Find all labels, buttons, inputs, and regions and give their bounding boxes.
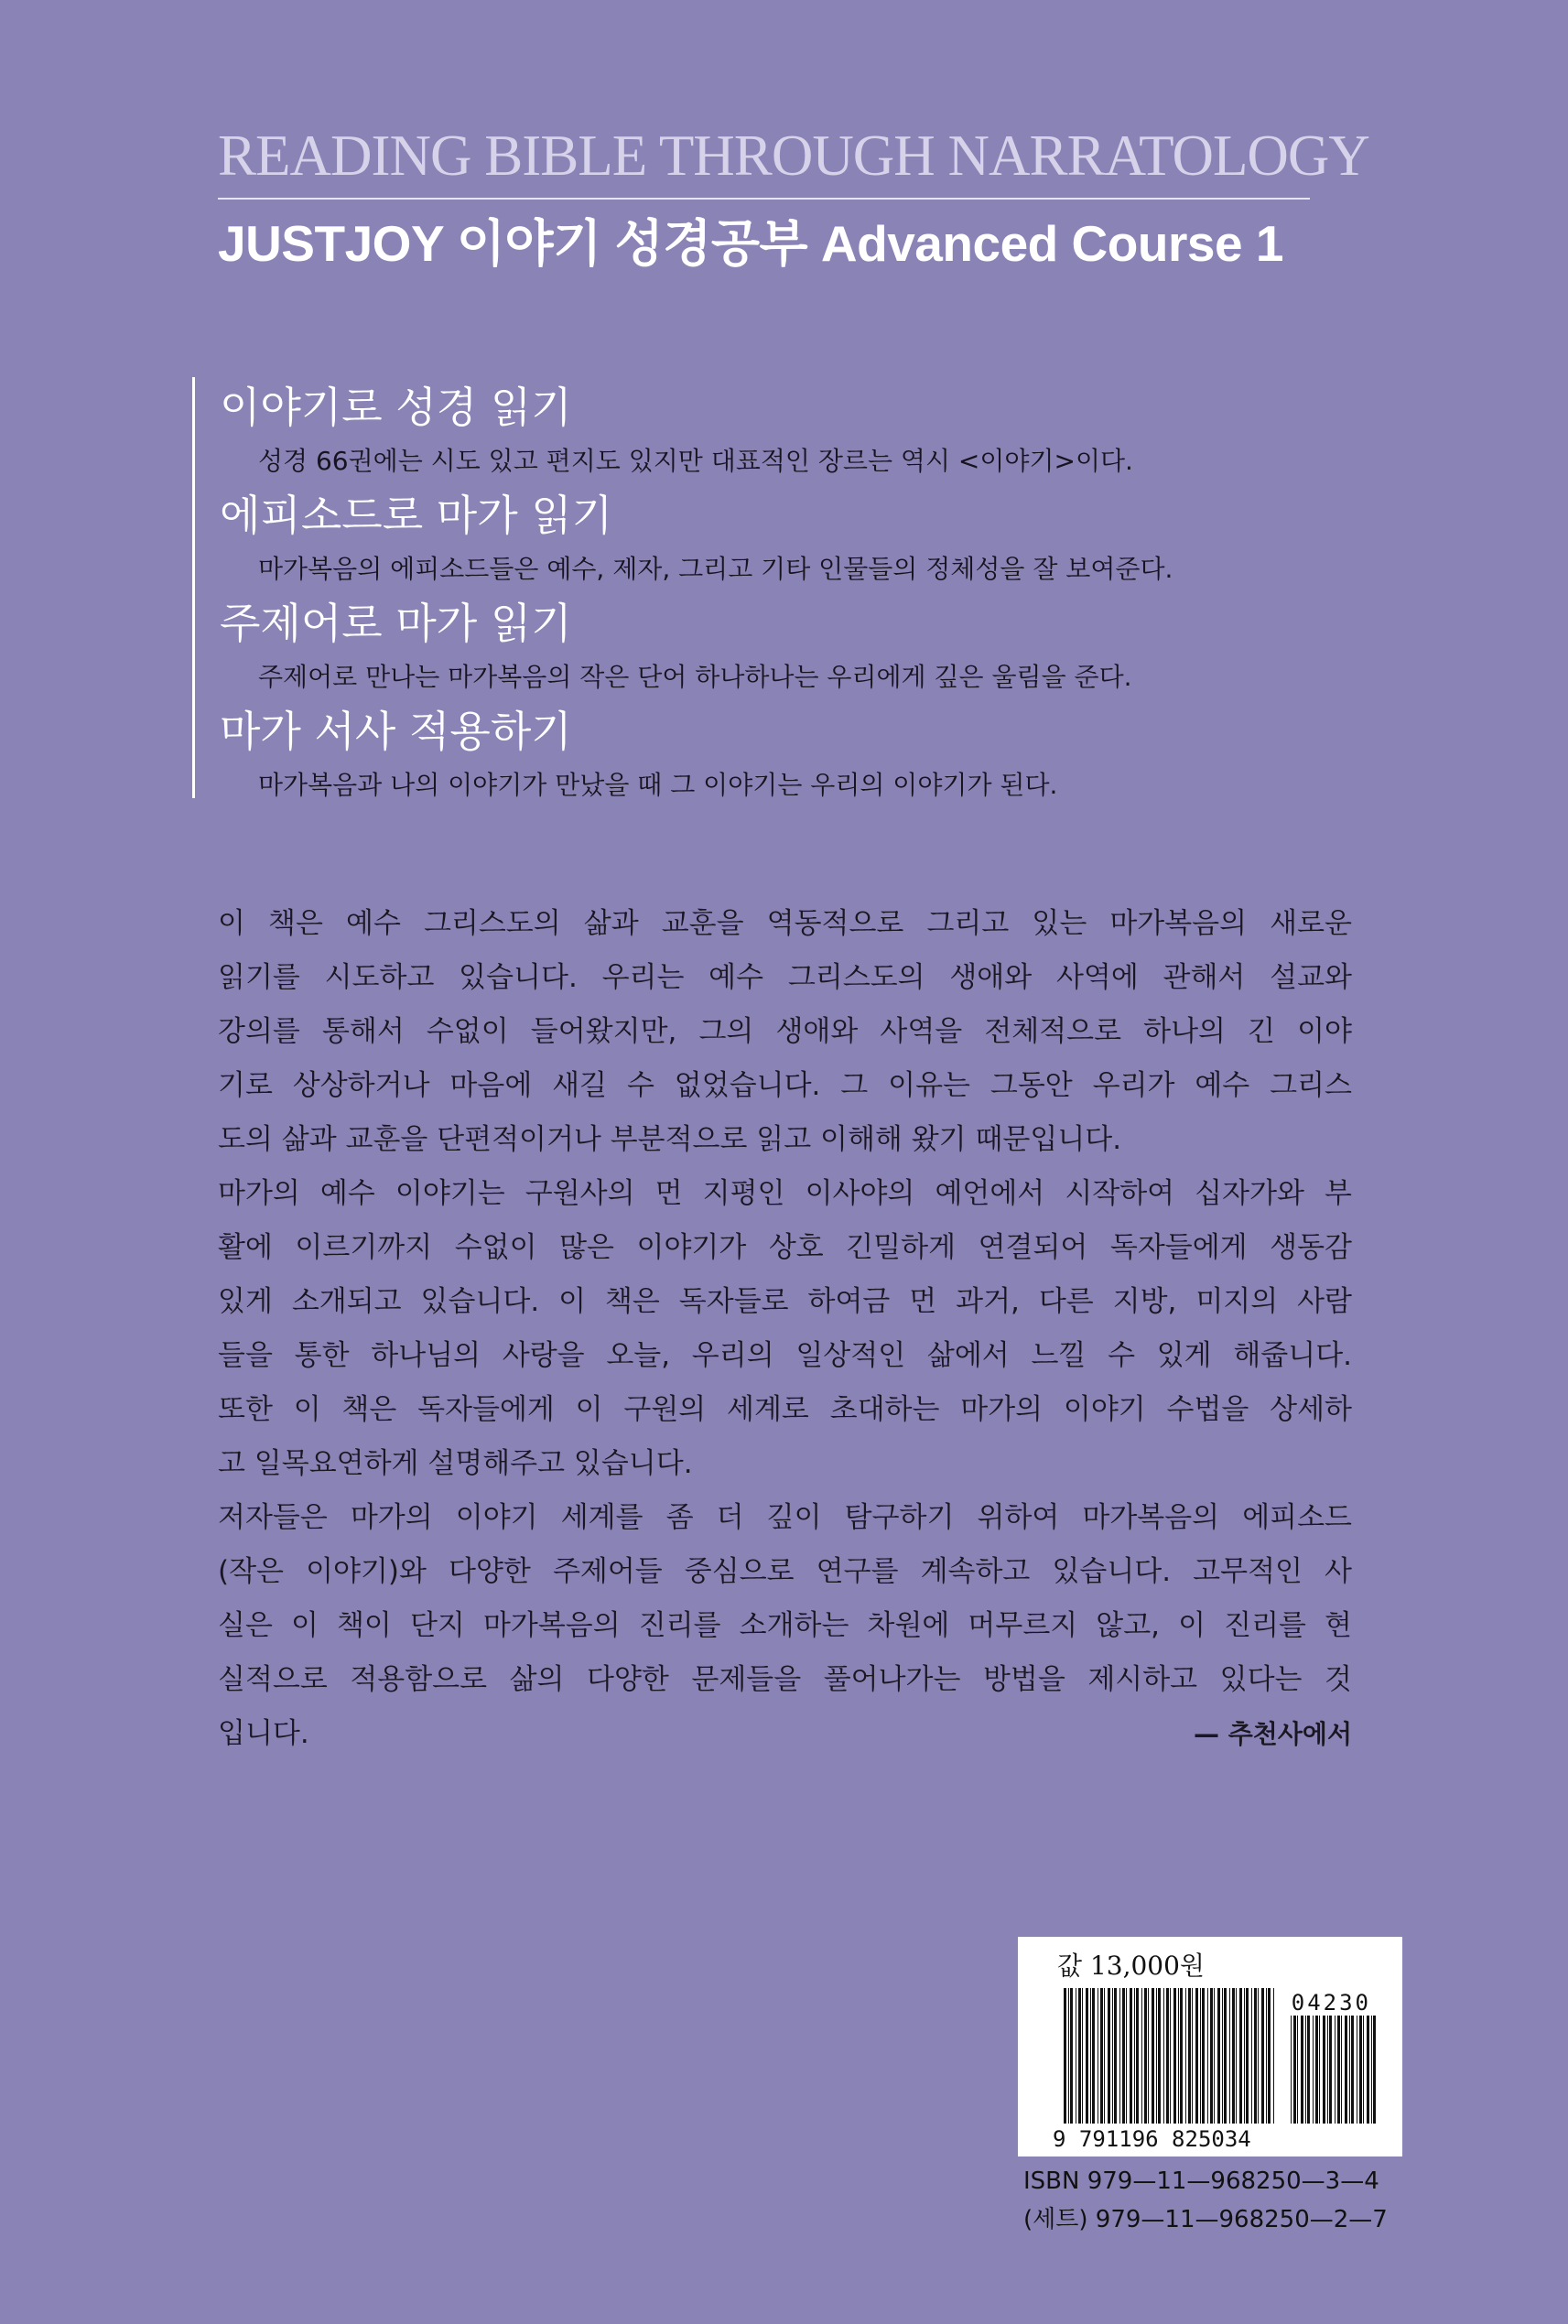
text-line-with-signature [218,1707,1352,1761]
barcode-bar [1335,2016,1336,2124]
barcode-bar [1178,1988,1179,2124]
barcode-bar [1068,1988,1069,2124]
barcode-icon [1051,1988,1380,2151]
barcode-bar [1156,1988,1157,2124]
text-line: 강의를 통해서 수없이 들어왔지만, 그의 생애와 사역을 전체적으로 하나의 긴 이야 [218,1015,1352,1048]
barcode-addon: 04230 [1291,1990,1371,2016]
barcode-bar [1141,1988,1142,2124]
barcode-bar [1244,1988,1245,2124]
barcode-bar [1337,2016,1340,2124]
barcode-bar [1166,1988,1169,2124]
barcode-bar [1313,2016,1314,2124]
barcode-bar [1349,2016,1350,2124]
barcode-bar [1351,2016,1354,2124]
barcode-bar [1371,2016,1372,2124]
barcode-bar [1180,1988,1183,2124]
barcode-bar [1185,1988,1186,2124]
barcode-bar [1273,1988,1274,2124]
contents-item-title: 마가 서사 적용하기 [220,707,572,756]
barcode-bar [1363,2016,1364,2124]
barcode-bar [1148,1988,1149,2124]
text-line: (작은 이야기)와 다양한 주제어들 중심으로 연구를 계속하고 있습니다. 고무적인 사 [218,1555,1352,1588]
barcode-bar [1104,1988,1105,2124]
barcode-bar [1268,1988,1271,2124]
barcode-bar [1319,2016,1320,2124]
barcode-bar [1307,2016,1310,2124]
barcode-bar [1130,1988,1132,2124]
barcode-bar [1217,1988,1220,2124]
text-line: 실적으로 적용함으로 삶의 다양한 문제들을 풀어나가는 방법을 제시하고 있다는 것 [218,1663,1352,1696]
barcode-bar [1092,1988,1095,2124]
isbn-set-line: (세트) 979—11—968250—2—7 [1023,2206,1388,2233]
barcode-bar [1214,1988,1215,2124]
contents-item [220,485,1291,593]
barcode-bar [1305,2016,1306,2124]
barcode-bar [1210,1988,1213,2124]
barcode-bar [1293,2016,1296,2124]
contents-item-desc: 마가복음과 나의 이야기가 만났을 때 그 이야기는 우리의 이야기가 된다. [258,770,1058,800]
recommendation-text [218,897,1352,1761]
course-title: JUSTJOY 이야기 성경공부 Advanced Course 1 [218,215,1283,272]
text-line: 들을 통한 하나님의 사랑을 오늘, 우리의 일상적인 삶에서 느낄 수 있게 해줍니다. [218,1339,1352,1372]
contents-item-title: 에피소드로 마가 읽기 [220,491,613,540]
barcode-bar [1261,1988,1264,2124]
contents-list [192,377,1291,798]
barcode-label [1018,1937,1402,2156]
barcode-bar [1126,1988,1127,2124]
barcode-bar [1359,2016,1362,2124]
barcode-bar [1291,2016,1292,2124]
barcode-bar [1090,1988,1091,2124]
barcode-bar [1188,1988,1191,2124]
contents-item-desc: 마가복음의 에피소드들은 예수, 제자, 그리고 기타 인물들의 정체성을 잘 보여준다. [258,554,1173,584]
barcode-bar [1229,1988,1230,2124]
barcode-bar [1258,1988,1259,2124]
barcode-bar [1100,1988,1103,2124]
contents-item [220,593,1291,701]
barcode-bar [1195,1988,1198,2124]
barcode-bar [1345,2016,1347,2124]
text-line: 실은 이 책이 단지 마가복음의 진리를 소개하는 차원에 머무르지 않고, 이 진리를 현 [218,1609,1352,1642]
barcode-bar [1082,1988,1083,2124]
barcode-bar [1070,1988,1073,2124]
barcode-bar [1329,2016,1332,2124]
barcode-bar [1078,1988,1081,2124]
text-line: 기로 상상하거나 마음에 새길 수 없었습니다. 그 이유는 그동안 우리가 예수 그리스 [218,1069,1352,1102]
barcode-bar [1341,2016,1342,2124]
barcode-bar [1246,1988,1249,2124]
text-line: 저자들은 마가의 이야기 세계를 좀 더 깊이 탐구하기 위하여 마가복음의 에피소드 [218,1501,1352,1534]
signature: — 추천사에서 [1194,1719,1352,1749]
text-line: 도의 삶과 교훈을 단편적이거나 부분적으로 읽고 이해해 왔기 때문입니다. [218,1123,1122,1156]
text-line: 또한 이 책은 독자들에게 이 구원의 세계로 초대하는 마가의 이야기 수법을 상세하 [218,1393,1352,1426]
barcode-bar [1086,1988,1088,2124]
price: 값 13,000원 [1057,1951,1205,1981]
text-line: 읽기를 시도하고 있습니다. 우리는 예수 그리스도의 생애와 사역에 관해서 설교와 [218,961,1352,994]
barcode-bar [1202,1988,1205,2124]
barcode-bar [1373,2016,1376,2124]
text-line: 있게 소개되고 있습니다. 이 책은 독자들로 하여금 먼 과거, 다른 지방, 미지의 사람 [218,1285,1352,1318]
series-title: READING BIBLE THROUGH NARRATOLOGY [218,124,1369,188]
barcode-bar [1173,1988,1176,2124]
barcode-bar [1315,2016,1318,2124]
contents-item-title: 이야기로 성경 읽기 [220,383,572,432]
barcode-bar [1301,2016,1303,2124]
isbn-line: ISBN 979—11—968250—3—4 [1023,2167,1379,2195]
barcode-bar [1254,1988,1257,2124]
contents-item [220,377,1291,485]
header-divider [218,198,1310,200]
barcode-bar [1136,1988,1139,2124]
barcode-bar [1251,1988,1252,2124]
barcode-bar [1207,1988,1208,2124]
isbn-block [1023,2162,1408,2239]
contents-item-title: 주제어로 마가 읽기 [220,599,572,648]
text-line: 이 책은 예수 그리스도의 삶과 교훈을 역동적으로 그리고 있는 마가복음의 새로운 [218,907,1352,940]
barcode-bar [1122,1988,1125,2124]
barcode-bar [1200,1988,1201,2124]
barcode-bar [1222,1988,1223,2124]
barcode-bar [1158,1988,1161,2124]
text-line: 고 일목요연하게 설명해주고 있습니다. [218,1447,693,1480]
barcode-bar [1266,1988,1267,2124]
barcode-bar [1112,1988,1113,2124]
barcode-bar [1163,1988,1164,2124]
barcode-bar [1323,2016,1325,2124]
text-line: 활에 이르기까지 수없이 많은 이야기가 상호 긴밀하게 연결되어 독자들에게 생동감 [218,1231,1352,1264]
barcode-bar [1192,1988,1193,2124]
text-line: 입니다. [218,1717,309,1750]
barcode-bar [1224,1988,1227,2124]
barcode-bar [1119,1988,1120,2124]
contents-item-desc: 성경 66권에는 시도 있고 편지도 있지만 대표적인 장르는 역시 <이야기>이다. [258,446,1133,476]
barcode-digits: 9 791196 825034 [1053,2126,1251,2151]
barcode-bar [1114,1988,1117,2124]
barcode-bar [1236,1988,1237,2124]
contents-item-desc: 주제어로 만나는 마가복음의 작은 단어 하나하나는 우리에게 깊은 울림을 준다. [258,662,1132,692]
barcode-bar [1232,1988,1235,2124]
barcode-bar [1170,1988,1171,2124]
barcode-bar [1144,1988,1147,2124]
barcode-bar [1297,2016,1298,2124]
barcode-bar [1367,2016,1369,2124]
barcode-bar [1064,1988,1066,2124]
contents-item [220,701,1291,809]
barcode-bar [1108,1988,1110,2124]
barcode-bar [1134,1988,1135,2124]
barcode-bar [1239,1988,1242,2124]
text-line: 마가의 예수 이야기는 구원사의 먼 지평인 이사야의 예언에서 시작하여 십자가와 부 [218,1177,1352,1210]
barcode-bar [1327,2016,1328,2124]
barcode-bar [1152,1988,1154,2124]
